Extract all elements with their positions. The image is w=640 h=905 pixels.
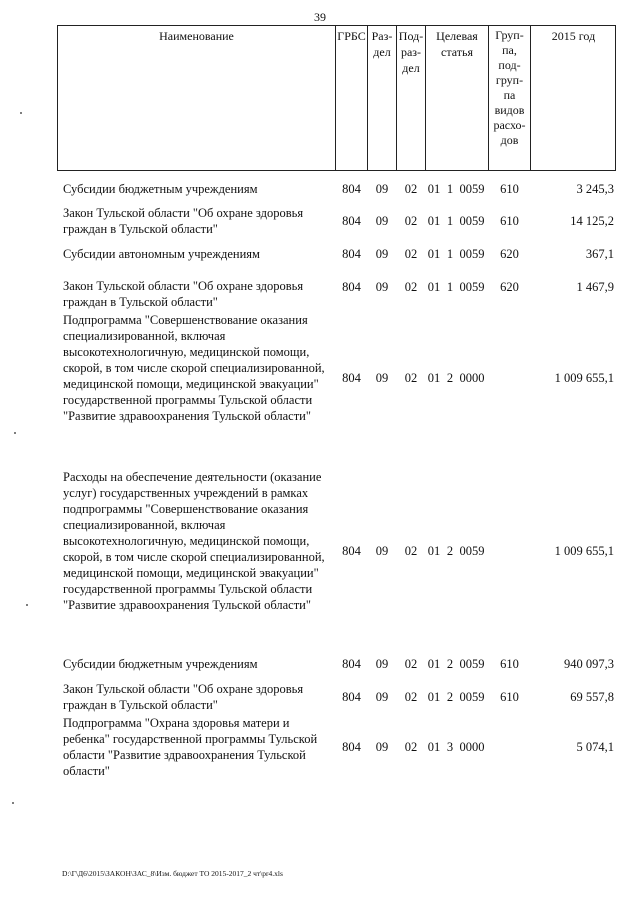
cell-target-subprogram: 1 — [446, 247, 454, 261]
row-name: Закон Тульской области "Об охране здоровья граждан в Тульской области" — [63, 682, 304, 712]
cell-amount-2015: 14 125,2 — [570, 214, 614, 228]
cell-section: 09 — [375, 740, 389, 754]
cell-target-program: 01 — [427, 182, 441, 196]
header-subsection: Под- раз- дел — [398, 29, 424, 75]
cell-target-subprogram: 1 — [446, 280, 454, 294]
header-year: 2015 год — [551, 29, 596, 43]
cell-subsection: 02 — [404, 657, 418, 671]
cell-section: 09 — [375, 247, 389, 261]
cell-section: 09 — [375, 182, 389, 196]
cell-target-code: 0059 — [459, 690, 485, 704]
header-group: Груп- па, под- груп- па видов расхо- дов — [493, 28, 526, 147]
header-divider — [530, 25, 531, 171]
scan-speck — [14, 432, 16, 434]
row-name: Субсидии автономным учреждениям — [63, 247, 260, 261]
cell-amount-2015: 1 009 655,1 — [554, 544, 614, 558]
cell-target-program: 01 — [427, 280, 441, 294]
cell-target-code: 0059 — [459, 182, 485, 196]
cell-target-code: 0059 — [459, 544, 485, 558]
cell-subsection: 02 — [404, 690, 418, 704]
cell-target-program: 01 — [427, 740, 441, 754]
row-name: Расходы на обеспечение деятельности (оказание услуг) государственных учреждений в рамках подпрограммы "Совершенствование оказания специализированной, включая высокотехнологичную, медицинской помощи, скорой, в том числе скорой специализированной, медицинской помощи, медицинской эвакуации" государственной программы Тульской области "Развитие здравоохранения Тульской области" — [63, 470, 325, 612]
cell-expense-group: 610 — [500, 657, 519, 671]
cell-subsection: 02 — [404, 740, 418, 754]
cell-expense-group: 610 — [500, 182, 519, 196]
cell-grbs: 804 — [342, 214, 361, 228]
cell-target-code: 0059 — [459, 214, 485, 228]
cell-target-code: 0059 — [459, 280, 485, 294]
cell-target-subprogram: 1 — [446, 182, 454, 196]
footer-file-path: D:\Г\Д6\2015\ЗАКОН\ЗАС_8\Изм. бюджет ТО 2015-2017_2 чт\pr4.xls — [62, 869, 283, 878]
cell-subsection: 02 — [404, 544, 418, 558]
cell-section: 09 — [375, 371, 389, 385]
cell-subsection: 02 — [404, 371, 418, 385]
cell-target-subprogram: 2 — [446, 690, 454, 704]
cell-amount-2015: 1 009 655,1 — [554, 371, 614, 385]
page-number: 39 — [314, 10, 326, 24]
cell-expense-group: 620 — [500, 247, 519, 261]
cell-expense-group: 610 — [500, 690, 519, 704]
cell-target-code: 0000 — [459, 740, 485, 754]
row-name: Субсидии бюджетным учреждениям — [63, 182, 258, 196]
cell-section: 09 — [375, 690, 389, 704]
row-name: Подпрограмма "Охрана здоровья матери и ребенка" государственной программы Тульской области "Развитие здравоохранения Тульской области" — [63, 716, 318, 778]
scan-speck — [20, 112, 22, 114]
scan-speck — [26, 604, 28, 606]
cell-target-code: 0000 — [459, 371, 485, 385]
cell-target-code: 0059 — [459, 657, 485, 671]
header-grbs: ГРБС — [337, 29, 366, 43]
cell-expense-group: 620 — [500, 280, 519, 294]
cell-target-program: 01 — [427, 247, 441, 261]
cell-grbs: 804 — [342, 371, 361, 385]
cell-target-subprogram: 3 — [446, 740, 454, 754]
cell-target-subprogram: 1 — [446, 214, 454, 228]
cell-grbs: 804 — [342, 182, 361, 196]
cell-amount-2015: 367,1 — [585, 247, 614, 261]
cell-amount-2015: 5 074,1 — [576, 740, 614, 754]
cell-section: 09 — [375, 280, 389, 294]
header-target: Целевая статья — [436, 29, 478, 59]
cell-amount-2015: 69 557,8 — [570, 690, 614, 704]
cell-subsection: 02 — [404, 247, 418, 261]
header-section: Раз- дел — [371, 29, 393, 59]
scan-speck — [12, 802, 14, 804]
cell-section: 09 — [375, 544, 389, 558]
cell-grbs: 804 — [342, 740, 361, 754]
cell-target-subprogram: 2 — [446, 657, 454, 671]
header-divider — [335, 25, 336, 171]
header-name: Наименование — [159, 29, 234, 43]
cell-subsection: 02 — [404, 214, 418, 228]
cell-section: 09 — [375, 214, 389, 228]
cell-target-program: 01 — [427, 690, 441, 704]
cell-target-subprogram: 2 — [446, 544, 454, 558]
row-name: Субсидии бюджетным учреждениям — [63, 657, 258, 671]
cell-grbs: 804 — [342, 280, 361, 294]
cell-amount-2015: 3 245,3 — [576, 182, 614, 196]
row-name: Подпрограмма "Совершенствование оказания специализированной, включая высокотехнологичную, медицинской помощи, скорой, в том числе скорой специализированной, медицинской помощи, медицинской эвакуации" государственной программы Тульской области "Развитие здравоохранения Тульской области" — [63, 313, 325, 423]
cell-grbs: 804 — [342, 544, 361, 558]
cell-target-program: 01 — [427, 544, 441, 558]
cell-target-subprogram: 2 — [446, 371, 454, 385]
row-name: Закон Тульской области "Об охране здоровья граждан в Тульской области" — [63, 206, 304, 236]
cell-grbs: 804 — [342, 657, 361, 671]
cell-target-program: 01 — [427, 371, 441, 385]
cell-target-program: 01 — [427, 214, 441, 228]
header-frame — [57, 25, 616, 171]
cell-subsection: 02 — [404, 280, 418, 294]
cell-expense-group: 610 — [500, 214, 519, 228]
cell-target-code: 0059 — [459, 247, 485, 261]
row-name: Закон Тульской области "Об охране здоровья граждан в Тульской области" — [63, 279, 304, 309]
cell-amount-2015: 940 097,3 — [564, 657, 614, 671]
cell-grbs: 804 — [342, 247, 361, 261]
cell-subsection: 02 — [404, 182, 418, 196]
cell-grbs: 804 — [342, 690, 361, 704]
cell-section: 09 — [375, 657, 389, 671]
cell-amount-2015: 1 467,9 — [576, 280, 614, 294]
cell-target-program: 01 — [427, 657, 441, 671]
